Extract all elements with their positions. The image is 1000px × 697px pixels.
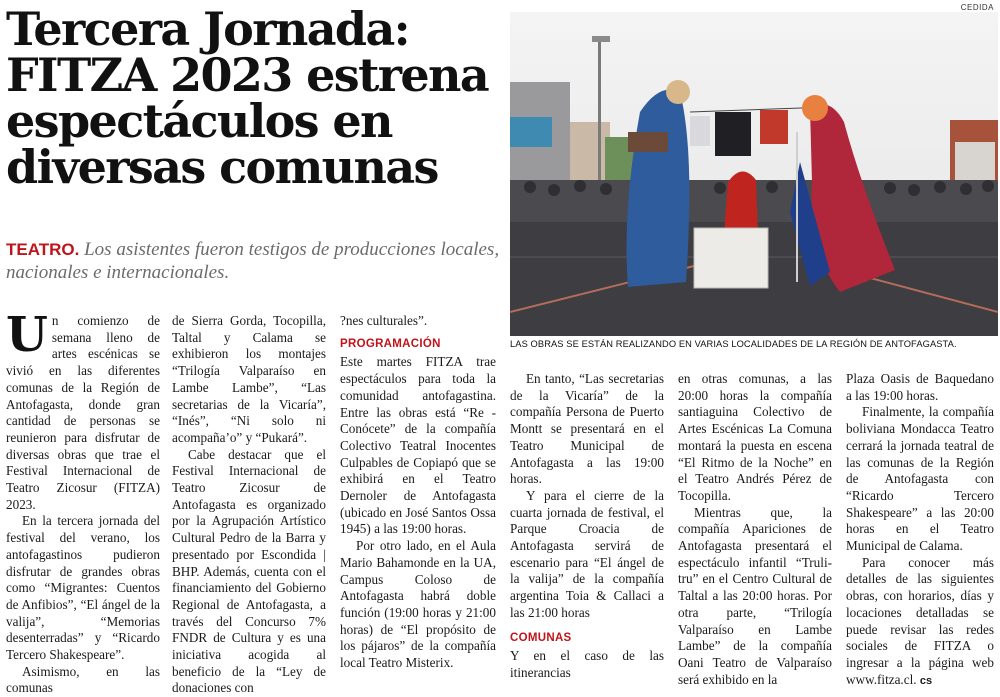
body-paragraph: de Sierra Gorda, Tocopilla, Taltal y Calama se exhibieron los montajes “Trilogía Valparaíso en Lambe Lambe”, “Las secretarias de la Vicaría”, “Inés”, “Ni solo ni acompaña’o” y “Pukará”. [172, 313, 326, 445]
subheading-programacion: PROGRAMACIÓN [340, 337, 441, 350]
body-paragraph: Y para el cierre de la cuarta jornada de festival, el Parque Croacia de Antofagasta servirá de escenario para “El ángel de la valija” de la compañía argentina Toia & Callaci a las 21:00 horas [510, 487, 664, 620]
subheading-comunas: COMUNAS [510, 631, 572, 644]
lead-kicker: TEATRO. [6, 240, 80, 259]
dropcap: U [6, 307, 48, 363]
body-paragraph: Plaza Oasis de Baquedano a las 19:00 horas. [846, 371, 994, 403]
body-text: n comienzo de semana lleno de artes escénicas se vivió en las diferentes comunas de la Región de Antofagasta, donde gran cantidad de personas se reunieron para disfrutar de diversas obras que trae el Festival Internacional de Teatro Zicosur (FITZA) 2023. [6, 313, 160, 512]
headline-line: diversas comunas [6, 140, 438, 194]
article-column-4 [510, 371, 664, 682]
headline-line: FITZA 2023 estrena [6, 48, 489, 102]
article-column-5 [678, 371, 832, 688]
body-paragraph: En tanto, “Las secretarias de la Vicaría” de la compañía Persona de Puerto Montt se presentará en el Teatro Municipal de Antofagasta a las 19:00 horas. [510, 371, 664, 487]
body-paragraph: en otras comunas, a las 20:00 horas la compañía santiaguina Colectivo de Artes Escénicas La Comuna montará la puesta en escena “El Ritmo de la Noche” en el Teatro Andrés Pérez de Tocopilla. [678, 371, 832, 503]
body-paragraph: Este martes FITZA trae espectáculos para toda la comunidad antofagastina. Entre las obras está “Re - Conócete” de la compañía Colectivo Teatral Inocentes Culpables de Copiapó que se exhibirá en el Teatro Dernoler de Antofagasta (ubicado en José Santos Ossa 1945) a las 19:00 horas. [340, 354, 496, 537]
headline-line: espectáculos en [6, 94, 392, 148]
body-paragraph: Finalmente, la compañía boliviana Mondacca Teatro cerrará la jornada teatral de las comunas de la Región de Antofagasta con “Ricardo Tercero Shakespeare” a las 20:00 horas en el Teatro Municipal de Calama. [846, 404, 994, 554]
theater-performance-photo [510, 12, 998, 336]
body-paragraph: Y en el caso de las itinerancias [510, 648, 664, 680]
article-column-3 [340, 313, 496, 672]
headline-line: Tercera Jornada: [6, 2, 410, 56]
article-column-2 [172, 313, 326, 697]
lead-text: Los asistentes fueron testigos de producciones locales, nacionales e internacionales. [6, 239, 500, 283]
body-paragraph: En la tercera jornada del festival del verano, los antofagastinos pudieron disfrutar de grandes obras como “Migrantes: Cuentos de Anfibios”, “El ángel de la valija”, “Memorias desenterradas” y “Ricardo Tercero Shakespeare”. [6, 513, 160, 663]
headline [6, 2, 506, 194]
body-paragraph: Cabe destacar que el Festival Internacional de Teatro Zicosur de Antofagasta es organizado por la Agrupación Artístico Cultural Pedro de la Barra y presentado por Escondida | BHP. Además, cuenta con el financiamiento del Gobierno Regional de Antofagasta, a través del Concurso 7% FNDR de Cultura y es una iniciativa acogida al beneficio de la “Ley de donaciones con [172, 446, 326, 696]
body-paragraph: ?nes culturales”. [340, 313, 428, 328]
body-paragraph [846, 555, 994, 690]
body-paragraph: Por otro lado, en el Aula Mario Bahamonde en la UA, Campus Coloso de Antofagasta habrá doble función (19:00 horas y 21:00 horas) de “El propósito de los pájaros” de la compañía local Teatro Misterix. [340, 538, 496, 671]
end-mark: cs [919, 674, 933, 687]
photo-illustration [510, 12, 998, 336]
body-paragraph [6, 307, 160, 513]
body-paragraph: Mientras que, la compañía Apariciones de Antofagasta presentará el espectáculo infantil “Truli-tru” en el Centro Cultural de Taltal a las 20:00 horas. Por otra parte, “Trilogía Valparaíso en Lambe Lambe” de la compañía Oani Teatro de Valparaíso será exhibido en la [678, 504, 832, 687]
photo-caption: LAS OBRAS SE ESTÁN REALIZANDO EN VARIAS LOCALIDADES DE LA REGIÓN DE ANTOFAGASTA. [510, 339, 957, 349]
lead-deck [6, 238, 506, 284]
body-text: Para conocer más detalles de las siguientes obras, con horarios, días y locaciones detalladas se puede revisar las redes sociales de FITZA o ingresar a la página web www.fitza.cl. [846, 554, 994, 687]
article-column-1 [6, 307, 160, 697]
article-column-6 [846, 371, 994, 689]
photo-credit: CEDIDA [960, 3, 994, 12]
body-paragraph: Asimismo, en las comunas [6, 663, 160, 696]
